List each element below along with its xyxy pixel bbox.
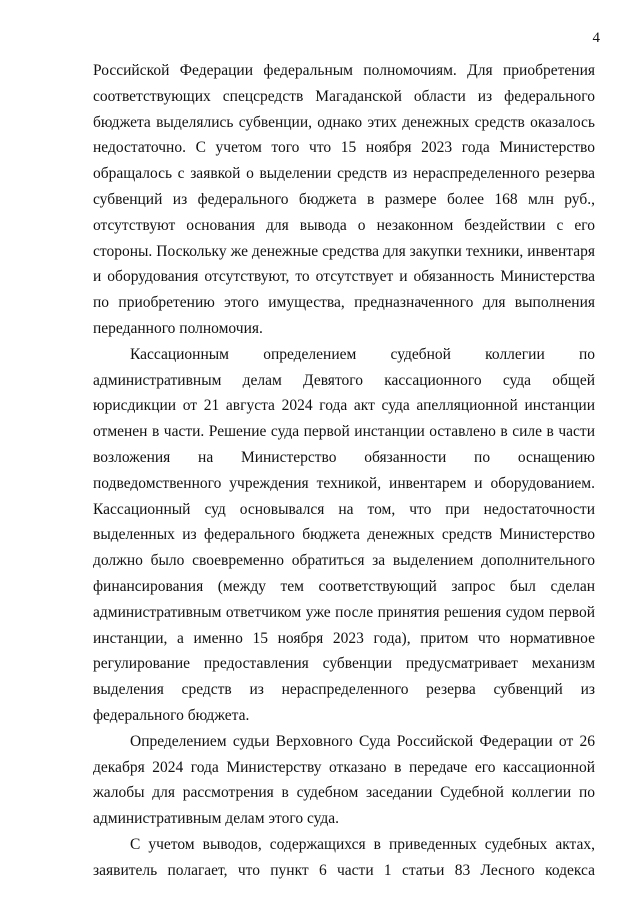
page-number: 4 — [592, 30, 600, 46]
paragraph-cassation-ruling: Кассационным определением судебной коллегии по административным делам Девятого кассационного суда общей юрисдикции от 21 августа 2024 года акт суда апелляционной инстанции отменен в части. Решение суда первой инстанции оставлено в силе в части возложения на Министерство обязанности по оснащению подведомственного учреждения техникой, инвентарем и оборудованием. Кассационный суд основывался на том, что при недостаточности выделенных из федерального бюджета денежных средств Министерство должно было своевременно обратиться за выделением дополнительного финансирования (между тем соответствующий запрос был сделан административным ответчиком уже после принятия решения судом первой инстанции, а именно 15 ноября 2023 года), притом что нормативное регулирование предоставления субвенции предусматривает механизм выделения средств из нераспределенного резерва субвенций из федерального бюджета. — [93, 345, 595, 724]
document-body — [93, 58, 595, 884]
paragraph-continuation: Российской Федерации федеральным полномочиям. Для приобретения соответствующих спецсредств Магаданской области из федерального бюджета выделялись субвенции, однако этих денежных средств оказалось недостаточно. С учетом того что 15 ноября 2023 года Министерство обращалось с заявкой о выделении средств из нераспределенного резерва субвенций из федерального бюджета в размере более 168 млн руб., отсутствуют основания для вывода о незаконном бездействии с его стороны. Поскольку же денежные средства для закупки техники, инвентаря и оборудования отсутствуют, то отсутствует и обязанность Министерства по приобретению этого имущества, предназначенного для выполнения переданного полномочия. — [93, 62, 595, 337]
paragraph-applicant-position: С учетом выводов, содержащихся в приведенных судебных актах, заявитель полагает, что пункт 6 части 1 статьи 83 Лесного кодекса — [93, 835, 595, 879]
paragraph-supreme-court-ruling: Определением судьи Верховного Суда Российской Федерации от 26 декабря 2024 года Министерству отказано в передаче его кассационной жалобы для рассмотрения в судебном заседании Судебной коллегии по административным делам этого суда. — [93, 732, 595, 828]
